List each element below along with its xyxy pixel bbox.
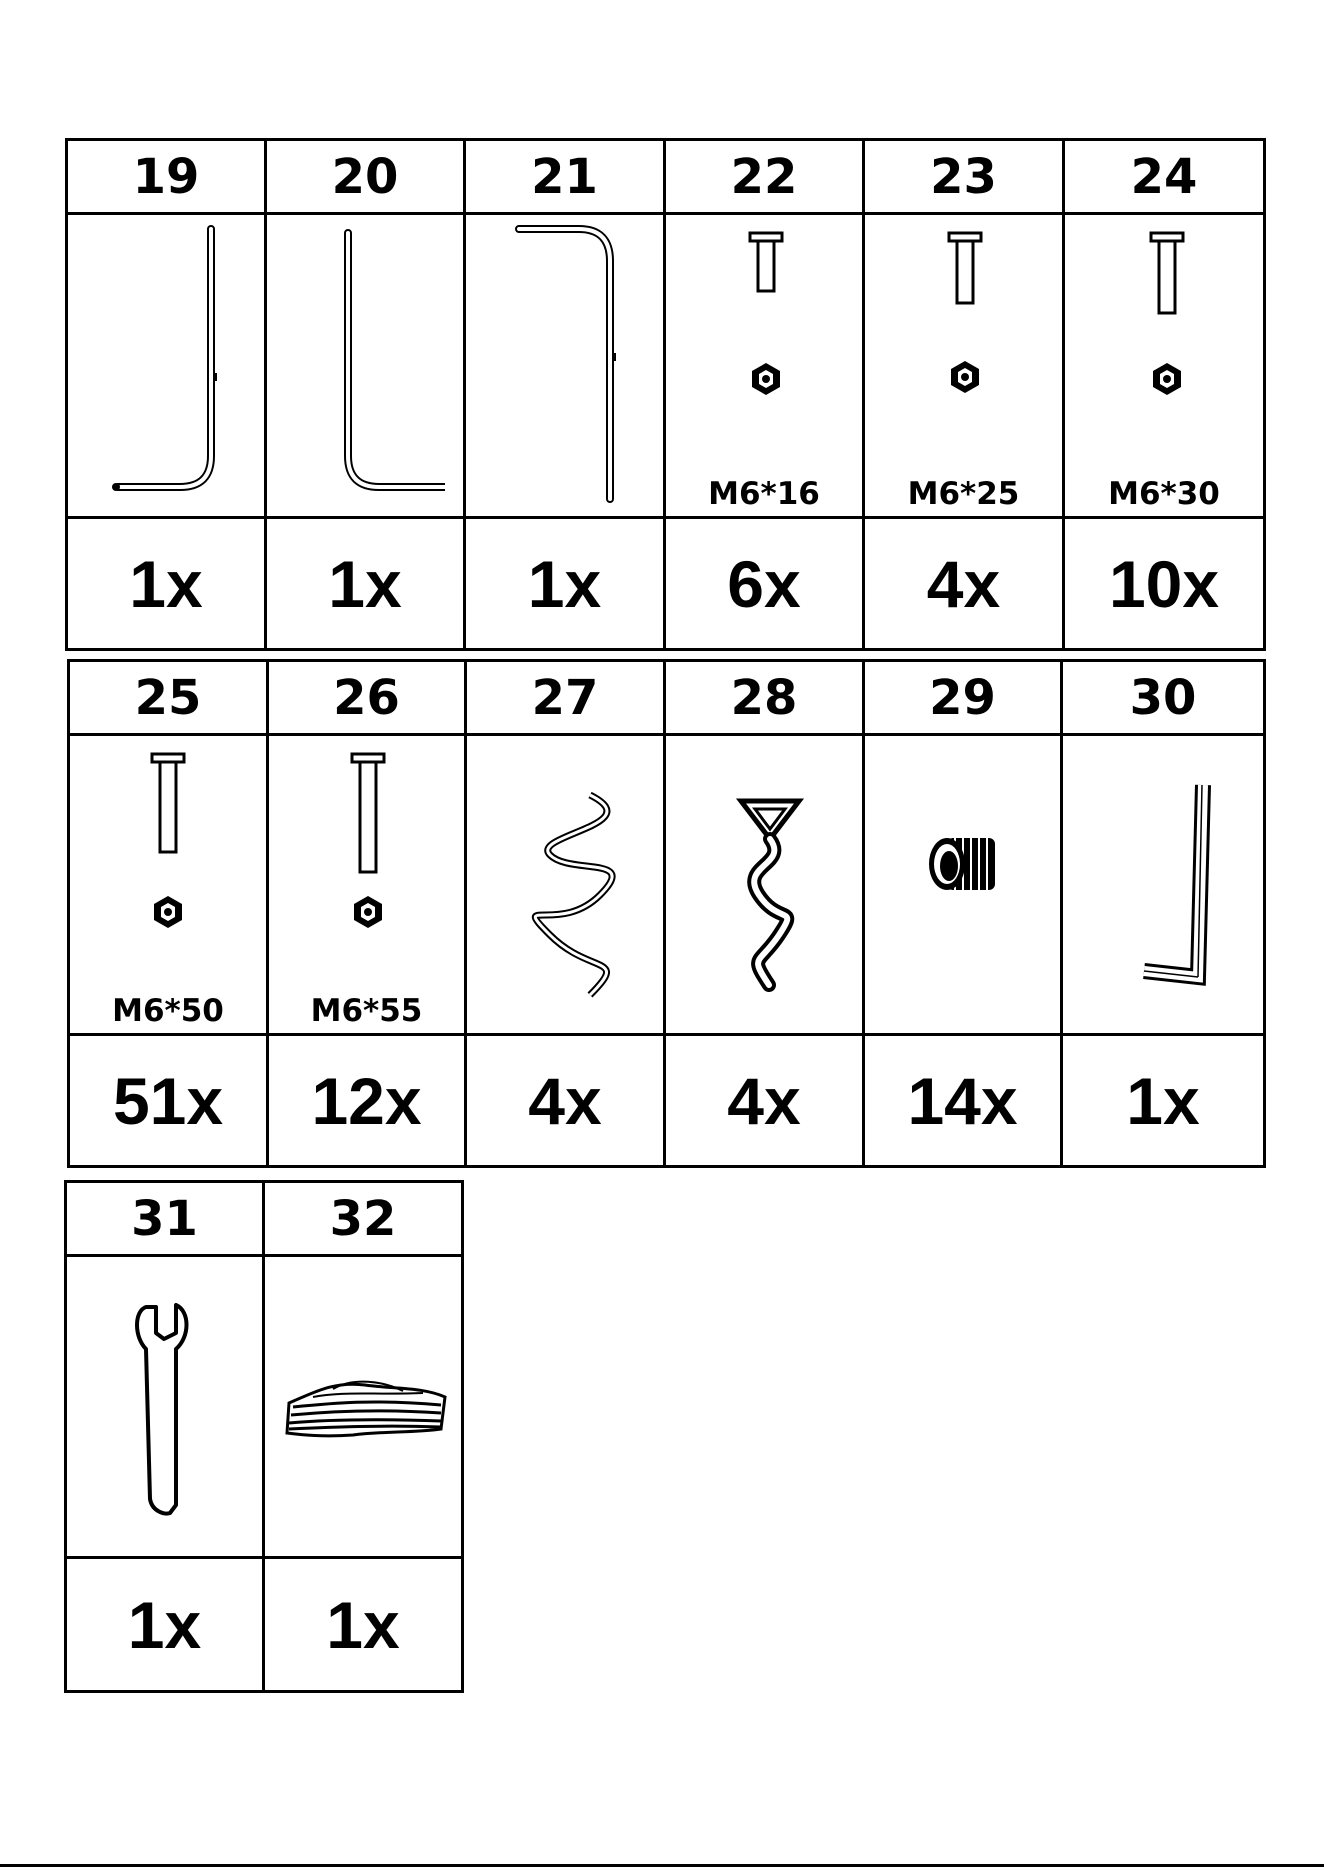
bolt-size-label: M6*50 bbox=[112, 993, 224, 1029]
part-number: 31 bbox=[66, 1182, 264, 1256]
bolt-nut-icon bbox=[108, 746, 228, 946]
allen-key-icon bbox=[1088, 755, 1238, 1015]
part-illustration bbox=[466, 735, 665, 1035]
part-number: 25 bbox=[69, 661, 268, 735]
part-number: 30 bbox=[1062, 661, 1265, 735]
quantity: 1x bbox=[465, 518, 665, 650]
bolt-nut-icon bbox=[1107, 225, 1227, 425]
end-cap-plug-icon bbox=[905, 810, 1025, 930]
parts-table-31-32 bbox=[64, 1180, 464, 1693]
part-number: 27 bbox=[466, 661, 665, 735]
quantity: 6x bbox=[665, 518, 864, 650]
quantity: 1x bbox=[266, 518, 465, 650]
inverted-l-tube-icon bbox=[485, 221, 645, 511]
quantity: 1x bbox=[67, 518, 266, 650]
quantity: 10x bbox=[1064, 518, 1265, 650]
quantity: 51x bbox=[69, 1035, 268, 1167]
quantity: 12x bbox=[268, 1035, 466, 1167]
quantity: 1x bbox=[66, 1558, 264, 1692]
long-l-tube-icon bbox=[86, 221, 246, 511]
quantity: 4x bbox=[665, 1035, 864, 1167]
bolt-size-label: M6*30 bbox=[1108, 476, 1220, 512]
quantity: 1x bbox=[1062, 1035, 1265, 1167]
bolt-size-label: M6*55 bbox=[310, 993, 423, 1029]
part-illustration bbox=[67, 214, 266, 518]
part-illustration bbox=[69, 735, 268, 1035]
part-number: 20 bbox=[266, 140, 465, 214]
part-illustration bbox=[264, 1256, 463, 1558]
bolt-size-label: M6*16 bbox=[708, 476, 820, 512]
part-illustration bbox=[864, 735, 1062, 1035]
quantity: 4x bbox=[466, 1035, 665, 1167]
part-illustration bbox=[268, 735, 466, 1035]
part-number: 29 bbox=[864, 661, 1062, 735]
bolt-size-label: M6*25 bbox=[907, 476, 1020, 512]
part-number: 26 bbox=[268, 661, 466, 735]
part-illustration bbox=[1062, 735, 1265, 1035]
short-l-tube-icon bbox=[285, 221, 445, 511]
parts-table-19-24 bbox=[65, 138, 1266, 651]
part-number: 28 bbox=[665, 661, 864, 735]
quantity: 14x bbox=[864, 1035, 1062, 1167]
quantity: 4x bbox=[864, 518, 1064, 650]
part-illustration bbox=[1064, 214, 1265, 518]
bolt-nut-icon bbox=[308, 746, 428, 946]
part-illustration bbox=[465, 214, 665, 518]
part-number: 21 bbox=[465, 140, 665, 214]
bolt-nut-icon bbox=[905, 225, 1025, 425]
part-illustration bbox=[266, 214, 465, 518]
part-number: 19 bbox=[67, 140, 266, 214]
page-bottom-rule bbox=[0, 1864, 1324, 1867]
part-illustration bbox=[665, 214, 864, 518]
open-end-wrench-icon bbox=[90, 1267, 240, 1547]
part-number: 23 bbox=[864, 140, 1064, 214]
quantity: 1x bbox=[264, 1558, 463, 1692]
corkscrew-ground-stake-icon bbox=[689, 755, 839, 1015]
part-illustration bbox=[864, 214, 1064, 518]
bolt-nut-icon bbox=[706, 225, 826, 425]
part-illustration bbox=[66, 1256, 264, 1558]
spiral-ground-anchor-icon bbox=[490, 755, 640, 1015]
part-illustration bbox=[665, 735, 864, 1035]
part-number: 22 bbox=[665, 140, 864, 214]
parts-table-25-30 bbox=[67, 659, 1266, 1168]
part-number: 32 bbox=[264, 1182, 463, 1256]
folded-cover-fabric-icon bbox=[273, 1337, 453, 1477]
part-number: 24 bbox=[1064, 140, 1265, 214]
